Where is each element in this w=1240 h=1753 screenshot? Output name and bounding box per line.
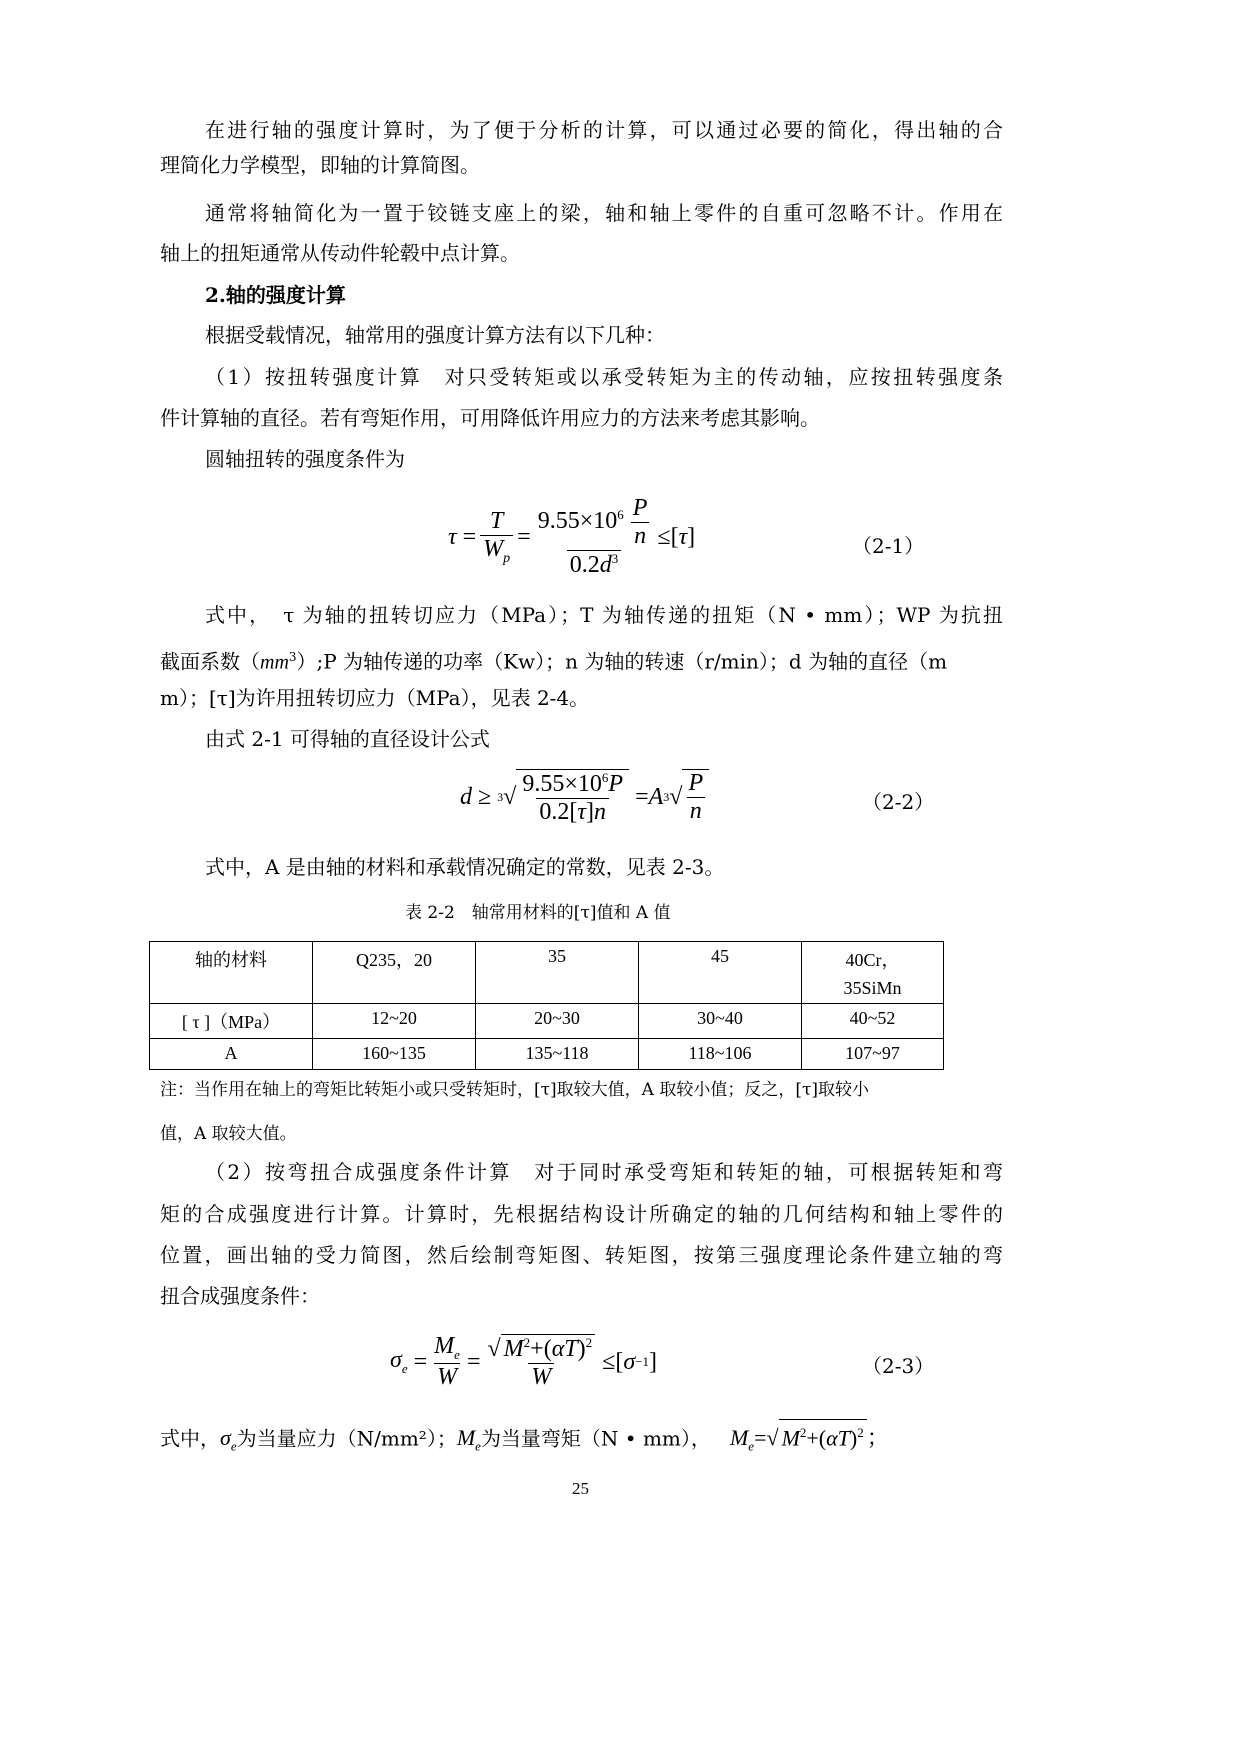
paragraph-line: 式中，A 是由轴的材料和承载情况确定的常数，见表 2-3。 [205, 855, 725, 879]
paragraph-line: 理简化力学模型，即轴的计算简图。 [160, 153, 480, 177]
materials-table [149, 941, 944, 1070]
table-cell: A [150, 1039, 313, 1070]
paragraph-line: m）；[τ]为许用扭转切应力（MPa），见表 2-4。 [160, 686, 590, 710]
text: ）;P 为轴传递的功率（Kw）；n 为轴的转速（r/min）；d 为轴的直径（m [296, 649, 948, 674]
table-cell: Q235，20 [313, 942, 476, 1004]
cell-line: 40Cr， [845, 950, 900, 970]
paragraph-line: 矩的合成强度进行计算。计算时，先根据结构设计所确定的轴的几何结构和轴上零件的 [160, 1202, 1003, 1226]
table-note: 注：当作用在轴上的弯矩比转矩小或只受转矩时，[τ]取较大值，A 取较小值；反之，[τ]取较小 [160, 1080, 870, 1100]
paragraph-line: 位置，画出轴的受力简图，然后绘制弯矩图、转矩图，按第三强度理论条件建立轴的弯 [160, 1243, 1003, 1267]
paragraph-line: （2）按弯扭合成强度条件计算 对于同时承受弯矩和转矩的轴，可根据转矩和弯 [205, 1160, 1003, 1184]
paragraph-line: 扭合成强度条件： [160, 1284, 320, 1308]
table-cell: 118~106 [639, 1039, 802, 1070]
equation-2-1: τ = $\frac{T}{W_p}$ = $9.55\times 10^6$ $\frac{P}{n}$ $0.2d^3$ ≤[ τ ] [448, 495, 696, 578]
paragraph-line: 截面系数$(mm^3);P$ 为轴传递的功率（Kw）；n 为轴的转速（r/min）；d 为轴的直径（m [160, 649, 948, 674]
table-cell: 20~30 [476, 1004, 639, 1039]
table-row [150, 1039, 944, 1070]
paragraph-line: 件计算轴的直径。若有弯矩作用，可用降低许用应力的方法来考虑其影响。 [160, 406, 820, 430]
table-cell: 30~40 [639, 1004, 802, 1039]
text: 式中， [160, 1426, 220, 1451]
paragraph-line: 由式 2-1 可得轴的直径设计公式 [205, 727, 490, 751]
table-cell: 35 [476, 942, 639, 1004]
text: 为当量弯矩（N • mm）， [480, 1426, 711, 1451]
table-cell: 107~97 [802, 1039, 944, 1070]
text: 为当量应力（N/mm²）； [236, 1426, 457, 1451]
table-caption: 表 2-2 轴常用材料的[τ]值和 A 值 [405, 903, 671, 923]
paragraph-line: 轴上的扭矩通常从传动件轮毂中点计算。 [160, 241, 520, 265]
table-cell: 45 [639, 942, 802, 1004]
paragraph-line: 圆轴扭转的强度条件为 [205, 447, 405, 471]
paragraph-line: 在进行轴的强度计算时，为了便于分析的计算，可以通过必要的简化，得出轴的合 [205, 118, 1003, 142]
table-note: 值，A 取较大值。 [160, 1124, 297, 1144]
equation-number: （2-1） [852, 534, 925, 558]
table-cell: 轴的材料 [150, 942, 313, 1004]
equation-number: （2-3） [862, 1354, 935, 1378]
paragraph-line: 根据受载情况，轴常用的强度计算方法有以下几种： [205, 323, 665, 347]
table-cell: 40~52 [802, 1004, 944, 1039]
paragraph-line: 式中，$\sigma_e$为当量应力（N/mm²）；$M_e$为当量弯矩（N • mm）， $M_e=√$ $M^2+(\alpha T)^2$ ； [160, 1419, 889, 1460]
equation-number: （2-2） [862, 790, 935, 814]
paragraph-line: 式中， τ 为轴的扭转切应力（MPa）；T 为轴传递的扭矩（N • mm）；WP 为抗扭 [205, 603, 1003, 627]
table-cell: 135~118 [476, 1039, 639, 1070]
page-number: 25 [572, 1479, 589, 1498]
section-heading: 2.轴的强度计算 [205, 283, 346, 307]
table-row [150, 942, 944, 1004]
table-row [150, 1004, 944, 1039]
table-cell: [ τ ]（MPa） [150, 1004, 313, 1039]
table-cell: 160~135 [313, 1039, 476, 1070]
unit: mm [260, 651, 289, 674]
paragraph-line: 通常将轴简化为一置于铰链支座上的梁，轴和轴上零件的自重可忽略不计。作用在 [205, 201, 1003, 225]
paragraph-line: （1）按扭转强度计算 对只受转矩或以承受转矩为主的传动轴，应按扭转强度条 [205, 365, 1003, 389]
table-cell: 12~20 [313, 1004, 476, 1039]
text: 截面系数（ [160, 649, 260, 674]
table-cell [802, 942, 944, 1004]
equation-2-3: $\sigma_e$ = $\frac{M_e}{W}$ = $\frac{√ M^2+(\alpha T)^2}{W}$ ≤[ σ −1 ] [390, 1333, 658, 1390]
cell-line: 35SiMn [843, 978, 902, 998]
equation-2-2: d ≥ 3 √ $\frac{9.55\times 10^6P}{0.2[\tau]n}$ = A 3 √ $\frac{P}{n}$ [460, 762, 709, 832]
